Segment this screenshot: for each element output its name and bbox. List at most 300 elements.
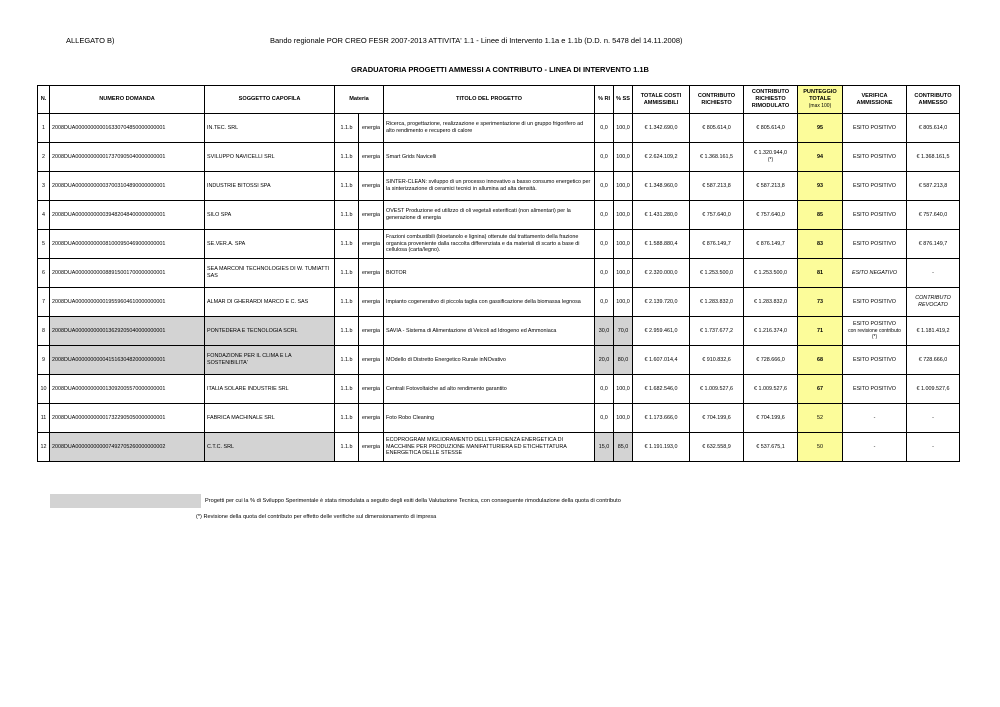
application-number-value: 2008DUA000000000019559604610000000001 [52, 298, 166, 305]
remodulated-contribution-value: € 1.009.527,6 [754, 385, 787, 392]
row-number-value: 8 [42, 327, 45, 334]
intervention-line-value: 1.1.b [340, 298, 353, 305]
total-costs-value: € 1.607.014,4 [644, 356, 678, 363]
pct-ri-value: 0,0 [600, 211, 608, 218]
footnote: (*) Revisione della quota del contributo per effetto delle verifiche sul dimensionamento di impresa [196, 514, 437, 520]
total-score [798, 143, 843, 172]
intervention-line [335, 375, 359, 404]
total-costs-value: € 1.682.546,0 [644, 385, 678, 392]
total-costs-value: € 2.139.720,0 [644, 298, 678, 305]
row-number [38, 201, 50, 230]
admitted-contribution [907, 375, 960, 404]
lead-applicant [205, 230, 335, 259]
total-score-value: 68 [817, 356, 823, 363]
admitted-contribution-value: € 805.614,0 [918, 124, 948, 131]
intervention-line [335, 346, 359, 375]
total-costs [633, 288, 690, 317]
remodulated-contribution-value: € 876.149,7 [756, 240, 785, 247]
project-title-value: Impianto cogenerativo di piccola taglia con gassificazione della biomassa legnosa [386, 298, 581, 305]
subject-value: energia [362, 182, 380, 189]
admission-check-value: - [873, 414, 876, 421]
pct-ri [595, 346, 614, 375]
admission-check-value: ESITO POSITIVO [852, 182, 897, 189]
application-number [50, 288, 205, 317]
total-score [798, 114, 843, 143]
requested-contribution [690, 375, 744, 404]
application-number-value: 2008DUA000000000016330704850000000001 [52, 124, 166, 131]
remodulated-contribution [744, 172, 798, 201]
application-number [50, 230, 205, 259]
application-number [50, 201, 205, 230]
col-ri: % RI [595, 86, 614, 114]
pct-ri-value: 0,0 [600, 298, 608, 305]
admission-check [843, 230, 907, 259]
lead-applicant [205, 201, 335, 230]
total-score-value: 93 [817, 182, 823, 189]
row-number [38, 143, 50, 172]
lead-applicant [205, 143, 335, 172]
total-score-value: 50 [817, 443, 823, 450]
remodulated-contribution-value: € 1.216.374,0 [754, 327, 787, 334]
row-number-value: 9 [42, 356, 45, 363]
pct-ss [614, 346, 633, 375]
total-score [798, 433, 843, 462]
lead-applicant [205, 259, 335, 288]
admitted-contribution [907, 201, 960, 230]
requested-contribution [690, 288, 744, 317]
subject [359, 259, 384, 288]
intervention-line [335, 201, 359, 230]
intervention-line-value: 1.1.b [340, 211, 353, 218]
admission-check-value: ESITO POSITIVO [852, 153, 897, 160]
total-score [798, 346, 843, 375]
table-row [38, 288, 960, 317]
admission-check [843, 143, 907, 172]
total-score [798, 375, 843, 404]
lead-applicant [205, 172, 335, 201]
remodulated-contribution [744, 201, 798, 230]
requested-contribution [690, 404, 744, 433]
requested-contribution [690, 143, 744, 172]
project-title-value: Centrali Fotovoltaiche ad alto rendimento garantito [386, 385, 507, 392]
application-number [50, 433, 205, 462]
project-title-value: SINTER-CLEAN: sviluppo di un processo innovativo a basso consumo energetico per la sinterizzazione di ceramici tecnici in allumina ad alta densità. [386, 179, 591, 192]
table-header-row [38, 86, 960, 114]
admission-check-value: ESITO NEGATIVO [851, 269, 898, 276]
total-costs-value: € 1.173.666,0 [644, 414, 678, 421]
project-title-value: OVEST Produzione ed utilizzo di oli vegetali esterificati (non alimentari) per la generazione di energia [386, 208, 571, 221]
project-title [384, 143, 595, 172]
legend-text: Progetti per cui la % di Sviluppo Sperimentale è stata rimodulata a seguito degli esiti della Valutazione Tecnica, con conseguente rimodulazione della quota di contributo [205, 498, 621, 504]
intervention-line-value: 1.1.b [340, 240, 353, 247]
intervention-line-value: 1.1.b [340, 327, 353, 334]
application-number-value: 2008DUA000000000013092005570000000001 [52, 385, 166, 392]
col-ammesso: CONTRIBUTO AMMESSO [907, 86, 960, 114]
total-costs [633, 114, 690, 143]
project-title [384, 230, 595, 259]
subject-value: energia [362, 269, 380, 276]
application-number-value: 2008DUA000000000017322905050000000001 [52, 414, 166, 421]
lead-applicant-value: INDUSTRIE BITOSSI SPA [207, 182, 271, 189]
intervention-line-value: 1.1.b [340, 153, 353, 160]
remodulated-contribution [744, 375, 798, 404]
project-title [384, 259, 595, 288]
subject [359, 288, 384, 317]
pct-ss-value: 100,0 [616, 211, 630, 218]
lead-applicant-value: FONDAZIONE PER IL CLIMA E LA SOSTENIBILITA' [207, 353, 292, 366]
requested-contribution [690, 172, 744, 201]
remodulated-contribution-value: € 805.614,0 [756, 124, 785, 131]
subject-value: energia [362, 443, 380, 450]
total-costs [633, 375, 690, 404]
pct-ss [614, 288, 633, 317]
pct-ss [614, 433, 633, 462]
total-score-value: 85 [817, 211, 823, 218]
remodulated-contribution [744, 114, 798, 143]
total-costs [633, 317, 690, 346]
pct-ri-value: 0,0 [600, 385, 608, 392]
admitted-contribution-value: CONTRIBUTO REVOCATO [915, 295, 951, 308]
total-costs-value: € 1.431.280,0 [644, 211, 678, 218]
row-number-value: 2 [42, 153, 45, 160]
subject-value: energia [362, 153, 380, 160]
page-title: GRADUATORIA PROGETTI AMMESSI A CONTRIBUTO - LINEA DI INTERVENTO 1.1B [351, 65, 649, 74]
total-score [798, 317, 843, 346]
application-number-value: 2008DUA000000000088915001700000000001 [52, 269, 166, 276]
requested-contribution-value: € 1.737.677,2 [700, 327, 733, 334]
project-title [384, 317, 595, 346]
admission-check-value: ESITO POSITIVO [852, 240, 897, 247]
admission-check [843, 114, 907, 143]
remodulated-contribution [744, 143, 798, 172]
row-number [38, 172, 50, 201]
requested-contribution-value: € 704.199,6 [702, 414, 731, 421]
remodulated-contribution-value: € 587.213,8 [756, 182, 785, 189]
intervention-line [335, 404, 359, 433]
pct-ss [614, 230, 633, 259]
total-score-value: 81 [817, 269, 823, 276]
application-number [50, 114, 205, 143]
requested-contribution-value: € 1.368.161,5 [700, 153, 733, 160]
admitted-contribution [907, 404, 960, 433]
total-costs [633, 346, 690, 375]
total-costs-value: € 2.624.109,2 [644, 153, 678, 160]
col-soggetto: SOGGETTO CAPOFILA [205, 86, 335, 114]
admitted-contribution [907, 259, 960, 288]
lead-applicant-value: SILO SPA [207, 211, 232, 218]
total-costs-value: € 2.959.461,0 [644, 327, 678, 334]
subject-value: energia [362, 356, 380, 363]
table-row [38, 201, 960, 230]
allegato-label: ALLEGATO B) [66, 36, 115, 45]
requested-contribution-value: € 1.253.500,0 [700, 269, 733, 276]
requested-contribution-value: € 757.640,0 [702, 211, 731, 218]
admitted-contribution [907, 172, 960, 201]
total-score-value: 83 [817, 240, 823, 247]
subject [359, 172, 384, 201]
remodulated-contribution [744, 433, 798, 462]
total-score [798, 404, 843, 433]
subject [359, 114, 384, 143]
pct-ri [595, 288, 614, 317]
requested-contribution-value: € 1.009.527,6 [700, 385, 733, 392]
project-title [384, 114, 595, 143]
requested-contribution-value: € 632.558,9 [702, 443, 731, 450]
total-score-value: 94 [817, 153, 823, 160]
col-numero: NUMERO DOMANDA [50, 86, 205, 114]
project-title-value: ECOPROGRAM MIGLIORAMENTO DELL'EFFICIENZA ENERGETICA DI MACCHINE PER PRODUZIONE MANIFATTURIERA ED ETICHETTATURA ENERGETICA DELLE STESSE [386, 436, 567, 457]
application-number-value: 2008DUA000000000041516304820000000001 [52, 356, 166, 363]
remodulated-contribution-value: € 1.320.944,0 [754, 150, 787, 157]
subject-value: energia [362, 240, 380, 247]
remodulated-contribution-value: € 1.283.832,0 [754, 298, 787, 305]
application-number [50, 317, 205, 346]
admitted-contribution [907, 114, 960, 143]
remodulated-contribution-value: € 728.666,0 [756, 356, 785, 363]
lead-applicant-value: ALMAR DI GHERARDI MARCO E C. SAS [207, 298, 309, 305]
intervention-line [335, 114, 359, 143]
application-number-value: 2008DUA000000000017370905040000000001 [52, 153, 166, 160]
subject-value: energia [362, 414, 380, 421]
lead-applicant-value: C.T.C. SRL [207, 443, 234, 450]
admitted-contribution-value: € 1.181.419,2 [916, 327, 950, 334]
application-number-value: 2008DUA000000000013629205040000000001 [52, 327, 166, 334]
row-number [38, 433, 50, 462]
admission-check-value: ESITO POSITIVO [852, 385, 897, 392]
admission-check [843, 259, 907, 288]
pct-ss-value: 100,0 [616, 182, 630, 189]
col-richiesto: CONTRIBUTO RICHIESTO [690, 86, 744, 114]
admission-check [843, 375, 907, 404]
col-punteggio-label: PUNTEGGIO TOTALE [803, 89, 837, 102]
table-row [38, 346, 960, 375]
requested-contribution [690, 346, 744, 375]
project-title [384, 375, 595, 404]
requested-contribution-value: € 910.832,6 [702, 356, 731, 363]
lead-applicant-value: SVILUPPO NAVICELLI SRL [207, 153, 275, 160]
lead-applicant-value: SE.VER.A. SPA [207, 240, 246, 247]
admission-check [843, 346, 907, 375]
admission-check [843, 201, 907, 230]
admitted-contribution [907, 143, 960, 172]
pct-ri [595, 230, 614, 259]
intervention-line-value: 1.1.b [340, 356, 353, 363]
admission-check-value: ESITO POSITIVO [852, 211, 897, 218]
intervention-line [335, 143, 359, 172]
pct-ri-value: 20,0 [598, 356, 610, 363]
lead-applicant-value: ITALIA SOLARE INDUSTRIE SRL [207, 385, 289, 392]
row-number-value: 11 [40, 414, 47, 421]
row-number [38, 288, 50, 317]
col-costi: TOTALE COSTI AMMISSIBILI [633, 86, 690, 114]
pct-ss-value: 80,0 [617, 356, 629, 363]
application-number [50, 259, 205, 288]
admitted-contribution-value: - [932, 269, 934, 276]
pct-ss-value: 100,0 [616, 298, 630, 305]
row-number-value: 3 [42, 182, 45, 189]
pct-ri-value: 0,0 [600, 414, 608, 421]
requested-contribution [690, 317, 744, 346]
intervention-line [335, 433, 359, 462]
pct-ri [595, 317, 614, 346]
requested-contribution [690, 230, 744, 259]
pct-ss [614, 143, 633, 172]
col-punteggio [798, 86, 843, 114]
total-costs [633, 404, 690, 433]
table-row [38, 433, 960, 462]
application-number [50, 375, 205, 404]
lead-applicant [205, 346, 335, 375]
pct-ri-value: 0,0 [600, 124, 608, 131]
pct-ri-value: 0,0 [600, 269, 608, 276]
intervention-line [335, 288, 359, 317]
requested-contribution [690, 259, 744, 288]
subject [359, 404, 384, 433]
table-row [38, 172, 960, 201]
project-title [384, 172, 595, 201]
intervention-line-value: 1.1.b [340, 182, 353, 189]
intervention-line-value: 1.1.b [340, 414, 353, 421]
project-title-value: Foto Robo Cleaning [386, 414, 434, 421]
admitted-contribution-value: - [932, 443, 934, 450]
application-number-value: 2008DUA000000000007492705260000000002 [52, 443, 166, 450]
total-costs [633, 172, 690, 201]
total-costs [633, 433, 690, 462]
intervention-line-value: 1.1.b [340, 443, 353, 450]
pct-ri [595, 433, 614, 462]
remodulated-contribution [744, 404, 798, 433]
pct-ri [595, 172, 614, 201]
remodulated-contribution-value: € 757.640,0 [756, 211, 785, 218]
total-score [798, 201, 843, 230]
pct-ri-value: 0,0 [600, 240, 608, 247]
requested-contribution [690, 201, 744, 230]
admitted-contribution-value: € 757.640,0 [918, 211, 948, 218]
row-number [38, 114, 50, 143]
pct-ss-value: 100,0 [616, 153, 630, 160]
subject [359, 201, 384, 230]
row-number [38, 404, 50, 433]
subject-value: energia [362, 327, 380, 334]
total-costs [633, 143, 690, 172]
application-number [50, 346, 205, 375]
subject-value: energia [362, 211, 380, 218]
col-materia: Materia [335, 86, 384, 114]
subject [359, 317, 384, 346]
lead-applicant [205, 288, 335, 317]
admitted-contribution-value: - [932, 414, 934, 421]
total-score-value: 73 [817, 298, 823, 305]
row-number-value: 5 [42, 240, 45, 247]
remodulated-contribution [744, 259, 798, 288]
admission-check-value: ESITO POSITIVO [852, 356, 897, 363]
intervention-line [335, 172, 359, 201]
admitted-contribution-value: € 1.368.161,5 [916, 153, 950, 160]
table-row [38, 230, 960, 259]
project-title-value: Ricerca, progettazione, realizzazione e sperimentazione di un gruppo frigorifero ad alto rendimento e recupero di calore [386, 121, 584, 134]
row-number-value: 7 [42, 298, 45, 305]
pct-ss [614, 317, 633, 346]
subject-value: energia [362, 124, 380, 131]
pct-ss-value: 70,0 [617, 327, 629, 334]
total-costs [633, 259, 690, 288]
application-number-value: 2008DUA000000000039482048400000000001 [52, 211, 166, 218]
requested-contribution-value: € 1.283.832,0 [700, 298, 733, 305]
lead-applicant [205, 404, 335, 433]
pct-ss-value: 100,0 [616, 124, 630, 131]
intervention-line [335, 259, 359, 288]
pct-ss [614, 114, 633, 143]
total-costs-value: € 2.320.000,0 [644, 269, 678, 276]
lead-applicant-value: IN.TEC. SRL [207, 124, 239, 131]
pct-ri [595, 404, 614, 433]
total-score [798, 172, 843, 201]
admission-check [843, 404, 907, 433]
pct-ri-value: 0,0 [600, 153, 608, 160]
requested-contribution-value: € 876.149,7 [702, 240, 731, 247]
intervention-line-value: 1.1.b [340, 385, 353, 392]
pct-ss-value: 100,0 [616, 269, 630, 276]
intervention-line-value: 1.1.b [340, 124, 353, 131]
total-score-value: 52 [817, 414, 823, 421]
row-number-value: 10 [40, 385, 47, 392]
pct-ri-value: 15,0 [598, 443, 610, 450]
total-costs-value: € 1.588.880,4 [644, 240, 678, 247]
admission-check-value: ESITO POSITIVO [852, 298, 897, 305]
admission-check [843, 433, 907, 462]
admission-check [843, 288, 907, 317]
total-costs-value: € 1.191.193,0 [644, 443, 678, 450]
total-score [798, 230, 843, 259]
row-number-value: 6 [42, 269, 45, 276]
total-score [798, 288, 843, 317]
table-row [38, 143, 960, 172]
pct-ri [595, 259, 614, 288]
intervention-line [335, 317, 359, 346]
admitted-contribution-value: € 587.213,8 [918, 182, 948, 189]
pct-ri [595, 201, 614, 230]
remodulated-contribution [744, 230, 798, 259]
remodulated-contribution-value: € 1.253.500,0 [754, 269, 787, 276]
pct-ss-value: 100,0 [616, 240, 630, 247]
admission-check [843, 172, 907, 201]
subject [359, 433, 384, 462]
requested-contribution-value: € 587.213,8 [702, 182, 731, 189]
project-title [384, 404, 595, 433]
remodulated-contribution-value: € 704.199,6 [756, 414, 785, 421]
total-score-value: 67 [817, 385, 823, 392]
project-title-value: SAVIA - Sistema di Alimentazione di Veicoli ad Idrogeno ed Ammoniaca [386, 327, 557, 334]
pct-ss [614, 375, 633, 404]
intervention-line [335, 230, 359, 259]
project-title-value: BIOTOR [386, 269, 407, 276]
total-score-value: 95 [817, 124, 823, 131]
application-number-value: 2008DUA000000000037003104890000000001 [52, 182, 166, 189]
lead-applicant-value: SEA MARCONI TECHNOLOGIES DI W. TUMIATTI SAS [207, 266, 330, 279]
total-costs [633, 201, 690, 230]
application-number [50, 143, 205, 172]
total-score-value: 71 [817, 327, 823, 334]
total-costs [633, 230, 690, 259]
pct-ss [614, 259, 633, 288]
row-number [38, 230, 50, 259]
subject-value: energia [362, 385, 380, 392]
col-rimodulato: CONTRIBUTO RICHIESTO RIMODULATO [744, 86, 798, 114]
requested-contribution [690, 114, 744, 143]
lead-applicant [205, 433, 335, 462]
remodulated-contribution [744, 288, 798, 317]
ranking-table [37, 85, 960, 462]
